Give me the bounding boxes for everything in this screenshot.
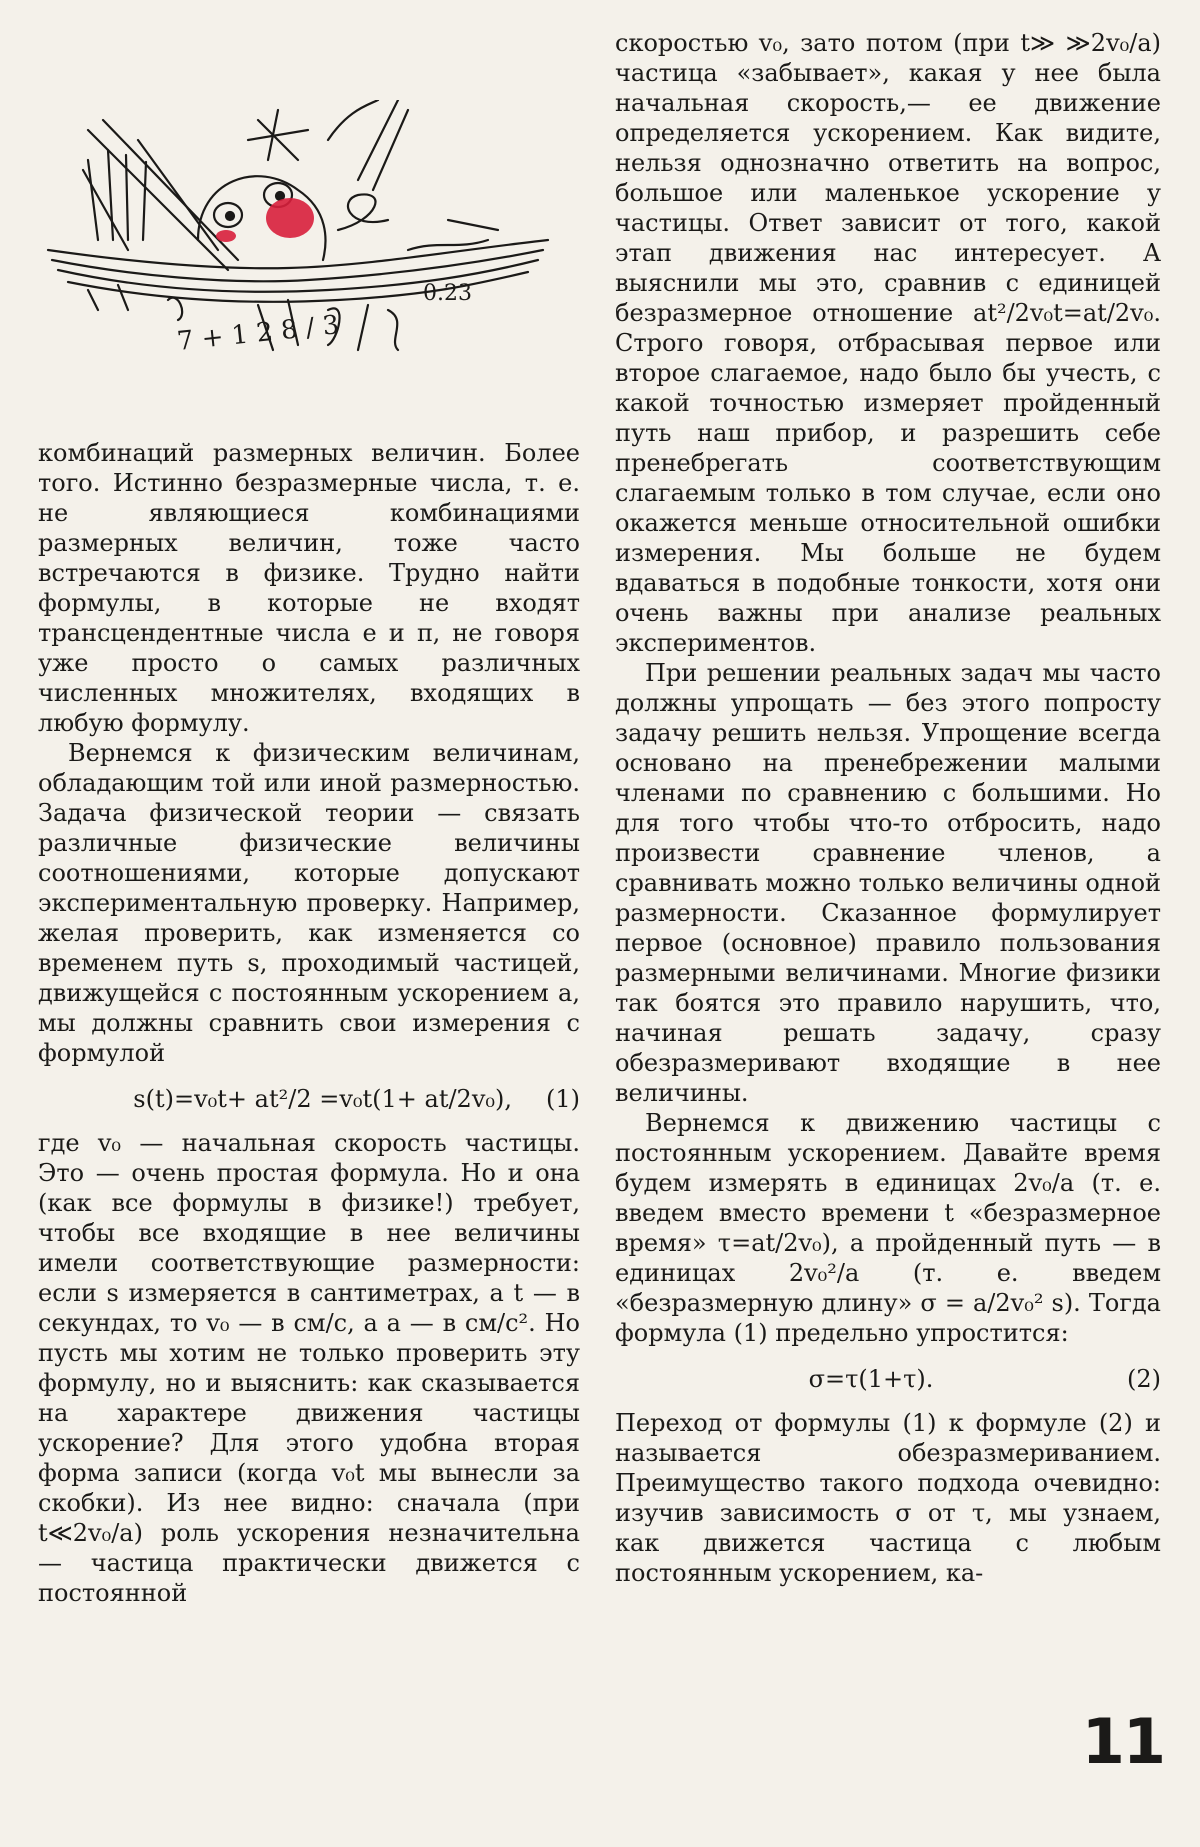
right-paragraph-1: скоростью v₀, зато потом (при t≫ ≫2v₀/a) частица «забывает», какая у нее была начальная скорость,— ее движение определяется ускорением. Как видите, нельзя однозначно ответить на вопрос, большое или маленькое ускорение у частицы. Ответ зависит от того, какой этап движения нас интересует. А выяснили мы это, сравнив с единицей безразмерное отношение at²/2v₀t=at/2v₀. Строго говоря, отбрасывая первое или второе слагаемое, надо было бы учесть, с какой точностью измеряет пройденный путь наш прибор, и разрешить себе пренебрегать соответствующим слагаемым только в том случае, если оно окажется меньше относительной ошибки измерения. Мы больше не будем вдаваться в подобные тонкости, хотя они очень важны при анализе реальных экспериментов.: [615, 29, 1161, 657]
formula-2: [615, 1364, 1161, 1394]
doodle-text-2: 7 + 1 2 8 / 3: [175, 310, 341, 357]
formula-1-number: (1): [546, 1085, 580, 1113]
doodle-illustration: [28, 100, 588, 420]
red-blot-small: [216, 230, 236, 242]
doodle-text-1: 0.23: [423, 281, 472, 306]
right-column: [615, 28, 1161, 1588]
right-paragraph-4: Переход от формулы (1) к формуле (2) и называется обезразмериванием. Преимущество такого подхода очевидно: изучив зависимость σ от τ, мы узнаем, как движется частица с любым постоянным ускорением, ка-: [615, 1409, 1161, 1587]
formula-2-number: (2): [1127, 1365, 1161, 1393]
page-number: 11: [1081, 1705, 1164, 1778]
left-paragraph-2: Вернемся к физическим величинам, обладающим той или иной размерностью. Задача физической теории — связать различные физические величины соотношениями, которые допускают экспериментальную проверку. Например, желая проверить, как изменяется со временем путь s, проходимый частицей, движущейся с постоянным ускорением a, мы должны сравнить свои измерения с формулой: [38, 739, 580, 1067]
formula-1-expression: s(t)=v₀t+ at²/2 =v₀t(1+ at/2v₀),: [133, 1085, 512, 1113]
right-paragraph-3: Вернемся к движению частицы с постоянным ускорением. Давайте время будем измерять в единицах 2v₀/a (т. е. введем вместо времени t «безразмерное время» τ=at/2v₀), а пройденный путь — в единицах 2v₀²/a (т. е. введем «безразмерную длину» σ = a/2v₀² s). Тогда формула (1) предельно упростится:: [615, 1109, 1161, 1347]
formula-1: [38, 1084, 580, 1114]
red-blot: [266, 198, 314, 238]
formula-2-expression: σ=τ(1+τ).: [808, 1365, 934, 1393]
left-column: [38, 438, 580, 1608]
right-paragraph-2: При решении реальных задач мы часто должны упрощать — без этого попросту задачу решить нельзя. Упрощение всегда основано на пренебрежении малыми членами по сравнению с большими. Но для того чтобы что-то отбросить, надо произвести сравнение членов, а сравнивать можно только величины одной размерности. Сказанное формулирует первое (основное) правило пользования размерными величинами. Многие физики так боятся это правило нарушить, что, начиная решать задачу, сразу обезразмеривают входящие в нее величины.: [615, 659, 1162, 1107]
left-paragraph-1: комбинаций размерных величин. Более того. Истинно безразмерные числа, т. е. не являющиеся комбинациями размерных величин, тоже часто встречаются в физике. Трудно найти формулы, в которые не входят трансцендентные числа e и π, не говоря уже просто о самых различных численных множителях, входящих в любую формулу.: [38, 439, 580, 737]
left-paragraph-3: где v₀ — начальная скорость частицы. Это — очень простая формула. Но и она (как все формулы в физике!) требует, чтобы все входящие в нее величины имели соответствующие размерности: если s измеряется в сантиметрах, а t — в секундах, то v₀ — в см/с, а a — в см/с². Но пусть мы хотим не только проверить эту формулу, но и выяснить: как сказывается на характере движения частицы ускорение? Для этого удобна вторая форма записи (когда v₀t мы вынесли за скобки). Из нее видно: сначала (при t≪2v₀/a) роль ускорения незначительна — частица практически движется с постоянной: [38, 1129, 580, 1607]
